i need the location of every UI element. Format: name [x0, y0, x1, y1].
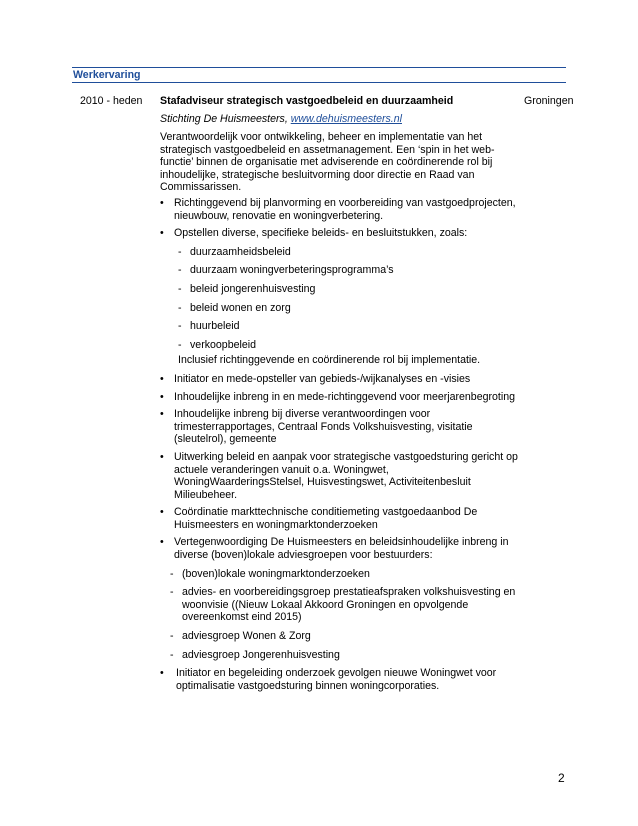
list-item — [160, 408, 520, 446]
list-item-text: Inhoudelijke inbreng bij diverse verantwoordingen voor trimesterrapportages, Centraal Fonds Volkshuisvesting, visitatie (sleutelrol), gemeente — [174, 408, 473, 446]
sublist-item-text: adviesgroep Wonen & Zorg — [182, 630, 311, 643]
job-location: Groningen — [524, 95, 574, 107]
list-item-text: Coördinatie markttechnische conditiemeting vastgoedaanbod De Huismeesters en woningmarktonderzoeken — [174, 506, 478, 531]
sublist — [160, 568, 520, 662]
sublist — [160, 246, 520, 352]
sublist-item — [160, 630, 520, 643]
sublist-item-text: (boven)lokale woningmarktonderzoeken — [182, 567, 370, 580]
list-item — [160, 391, 520, 404]
sublist-item — [160, 568, 520, 581]
dash-icon: - — [170, 567, 174, 580]
list-item — [160, 536, 520, 561]
bullet-icon: • — [160, 536, 164, 549]
employer-name: Stichting De Huismeesters, — [160, 113, 291, 125]
employer-link[interactable]: www.dehuismeesters.nl — [290, 113, 402, 125]
sublist-item — [160, 649, 520, 662]
dash-icon: - — [178, 264, 182, 277]
list-item-text: Initiator en mede-opsteller van gebieds-/wijkanalyses en -visies — [174, 372, 471, 385]
dash-icon: - — [178, 338, 182, 351]
bullet-icon: • — [160, 667, 164, 680]
sublist-note: Inclusief richtinggevende en coördinerende rol bij implementatie. — [178, 354, 481, 367]
dash-icon: - — [170, 630, 174, 643]
bullet-icon: • — [160, 372, 164, 385]
job-period: 2010 - heden — [80, 95, 143, 107]
dash-icon: - — [178, 282, 182, 295]
sublist-item-text: huurbeleid — [190, 320, 240, 333]
page-number: 2 — [558, 771, 565, 785]
section-title: Werkervaring — [73, 69, 141, 81]
sublist-item — [160, 586, 520, 624]
job-description: Verantwoordelijk voor ontwikkeling, beheer en implementatie van het strategisch vastgoedbeleid en assetmanagement. Een ‘spin in het web-functie’ binnen de organisatie met adviserende en coördinerende rol bij inhoudelijke, strategische besluitvorming door directie en Raad van Commissarissen. — [160, 131, 495, 194]
list-item — [160, 506, 520, 531]
sublist-item-text: beleid jongerenhuisvesting — [190, 282, 316, 295]
list-item — [160, 667, 520, 692]
sublist-item — [160, 320, 520, 333]
list-item — [160, 451, 520, 501]
bullet-icon: • — [160, 506, 164, 519]
list-item-text: Opstellen diverse, specifieke beleids- en besluitstukken, zoals: — [174, 227, 468, 240]
bullet-icon: • — [160, 408, 164, 421]
list-item-text: Richtinggevend bij planvorming en voorbereiding van vastgoedprojecten, nieuwbouw, renovatie en woningverbetering. — [174, 197, 516, 222]
section-header — [72, 67, 566, 83]
list-item-text: Uitwerking beleid en aanpak voor strategische vastgoedsturing gericht op actuele veranderingen vanuit o.a. Woningwet, WoningWaarderingsStelsel, Huisvestingswet, Activiteitenbesluit Milieubeheer. — [174, 450, 518, 501]
sublist-item — [160, 302, 520, 315]
dash-icon: - — [178, 301, 182, 314]
sublist-item-text: adviesgroep Jongerenhuisvesting — [182, 648, 340, 661]
sublist-item — [160, 283, 520, 296]
list-item-text: Vertegenwoordiging De Huismeesters en beleidsinhoudelijke inbreng in diverse (boven)lokale adviesgroepen voor bestuurders: — [174, 536, 509, 562]
list-item — [160, 197, 520, 222]
bullet-icon: • — [160, 390, 164, 403]
dash-icon: - — [170, 586, 174, 599]
list-item-text: Initiator en begeleiding onderzoek gevolgen nieuwe Woningwet voor optimalisatie vastgoedsturing binnen woningcorporaties. — [176, 667, 497, 692]
dash-icon: - — [178, 245, 182, 258]
sublist-item-text: verkoopbeleid — [190, 338, 256, 351]
sublist-item-text: duurzaam woningverbeteringsprogramma’s — [190, 264, 394, 277]
sublist-item — [160, 339, 520, 352]
list-item — [160, 227, 520, 240]
sublist-item — [160, 264, 520, 277]
sublist-item-text: beleid wonen en zorg — [190, 301, 291, 314]
bullet-icon: • — [160, 197, 164, 209]
responsibilities-list — [160, 197, 520, 697]
list-item-text: Inhoudelijke inbreng in en mede-richtinggevend voor meerjarenbegroting — [174, 390, 515, 403]
sublist-item-text: advies- en voorbereidingsgroep prestatieafspraken volkshuisvesting en woonvisie ((Nieuw Lokaal Akkoord Groningen en opvolgende overeenkomst eind 2015) — [182, 586, 516, 624]
sublist-item — [160, 246, 520, 259]
dash-icon: - — [170, 648, 174, 661]
dash-icon: - — [178, 320, 182, 333]
bullet-icon: • — [160, 227, 164, 240]
list-item — [160, 373, 520, 386]
bullet-icon: • — [160, 450, 164, 463]
job-title: Stafadviseur strategisch vastgoedbeleid en duurzaamheid — [160, 95, 454, 107]
sublist-item-text: duurzaamheidsbeleid — [190, 245, 291, 258]
employer-line — [160, 113, 402, 126]
